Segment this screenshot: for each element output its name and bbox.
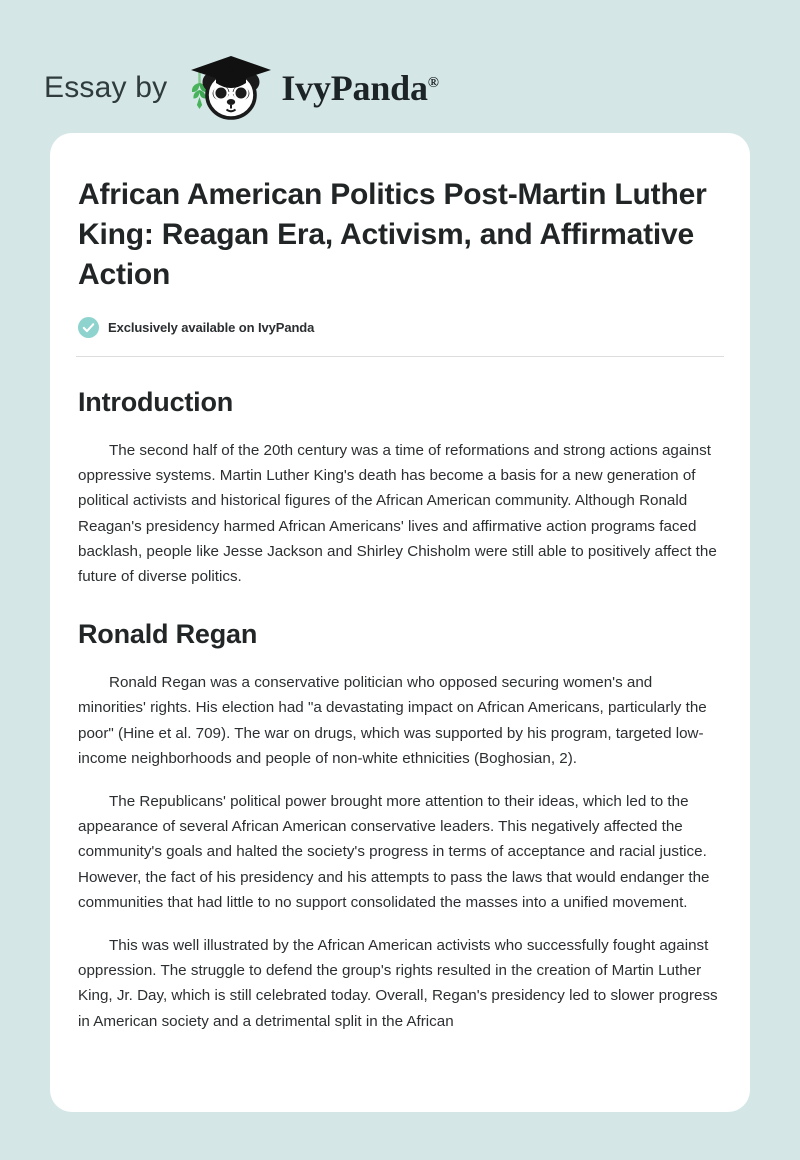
- masthead-label: Essay by: [44, 70, 168, 104]
- page-title: African American Politics Post-Martin Luther King: Reagan Era, Activism, and Affirmative Action: [78, 178, 707, 291]
- essay-card: [50, 133, 750, 1112]
- paragraph: This was well illustrated by the African American activists who successfully fought against oppression. The struggle to defend the group's rights resulted in the creation of Martin Luther King, Jr. Day, which is still celebrated today. Overall, Regan's presidency led to slower progress in American society and a detrimental split in the African: [78, 937, 718, 1030]
- registered-trademark-icon: ®: [427, 74, 439, 91]
- section-heading-ronald-regan: Ronald Regan: [78, 619, 258, 650]
- paragraph: The Republicans' political power brought more attention to their ideas, which led to the appearance of several African American conservative leaders. This negatively affected the community's goals and halted the society's progress in terms of acceptance and racial justice. However, the fact of his presidency and his attempts to pass the laws that would endanger the communities that had little to no support consolidated the masses into a unified movement.: [78, 793, 710, 911]
- brand-wordmark: [281, 67, 439, 108]
- paragraph: Ronald Regan was a conservative politician who opposed securing women's and minorities' rights. His election had "a devastating impact on African Americans, particularly the poor" (Hine et al. 709). The war on drugs, which was supported by his program, targeted low-income neighborhoods and people of non-white ethnicities (Boghosian, 2).: [78, 674, 707, 767]
- check-circle-icon: [78, 317, 99, 338]
- status-badge-label: Exclusively available on IvyPanda: [108, 320, 315, 335]
- divider: [76, 356, 724, 357]
- section-heading-introduction: Introduction: [78, 387, 234, 417]
- status-badge: [74, 317, 726, 338]
- panda-graduate-logo-icon: [183, 52, 279, 124]
- paragraph: The second half of the 20th century was a time of reformations and strong actions against oppressive systems. Martin Luther King's death has become a basis for a new generation of political activists and historical figures of the African American community. Although Ronald Reagan's presidency harmed African Americans' lives and affirmative action programs faced backlash, people like Jesse Jackson and Shirley Chisholm were still able to positively affect the future of diverse politics.: [78, 442, 717, 586]
- masthead: [0, 0, 800, 133]
- brand-name-text: IvyPanda: [281, 67, 428, 108]
- brand-lockup[interactable]: [183, 52, 438, 124]
